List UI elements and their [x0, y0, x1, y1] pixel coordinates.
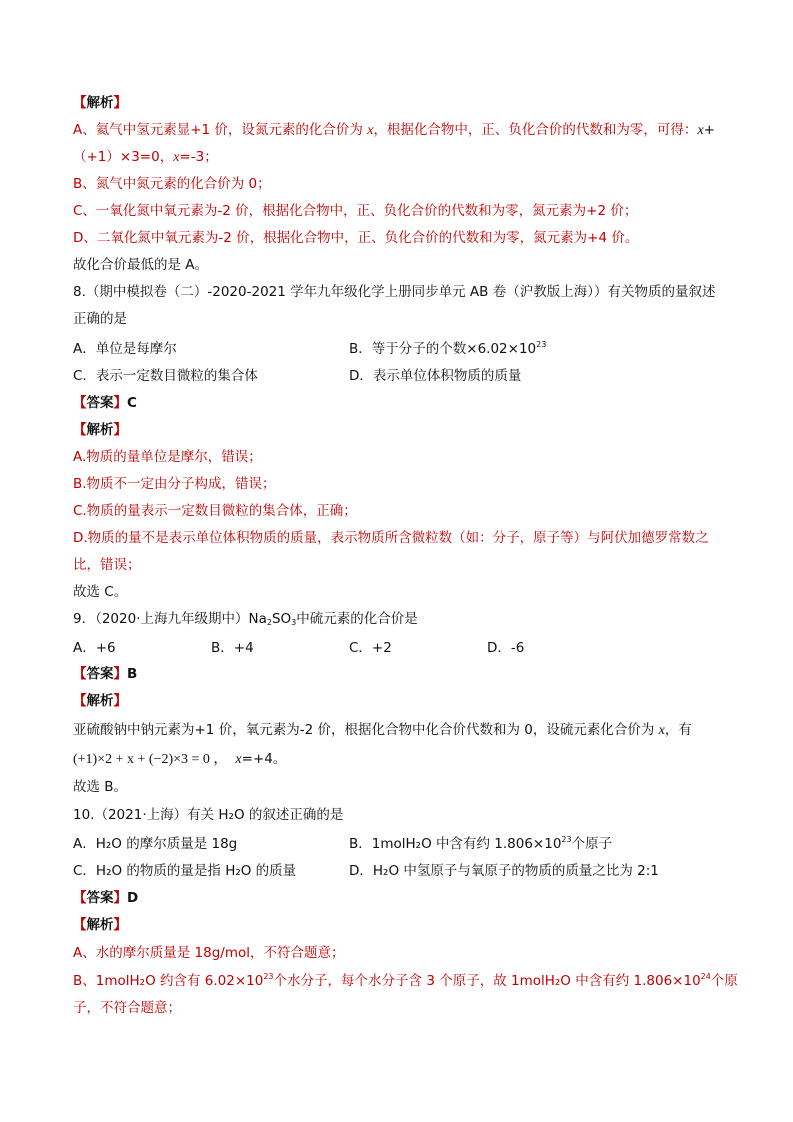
q8-stem-line2: 正确的是	[73, 311, 127, 327]
q9-option-b: B．+4	[211, 640, 254, 656]
q8-option-a: A．单位是每摩尔	[73, 341, 177, 357]
q7-explanation-a-line1: A、氦气中氢元素显+1 价，设氮元素的化合价为 x，根据化合物中，正、负化合价的代数和为零，可得：x+	[73, 122, 715, 138]
q9-explanation-equation: (+1)×2 + x + (−2)×3 = 0 ， x=+4。	[73, 751, 287, 767]
q9-option-c: C．+2	[349, 640, 392, 656]
q8-conclusion: 故选 C。	[73, 584, 128, 600]
q10-answer: 【答案】D	[73, 890, 139, 906]
q9-option-d: D．-6	[487, 640, 525, 656]
q8-explanation-a: A.物质的量单位是摩尔，错误；	[73, 449, 262, 465]
q7-explanation-a-line2: （+1）×3=0，x=-3；	[73, 149, 218, 165]
q10-explanation-b-line1: B、1molH₂O 约含有 $6.02\times 10^{23}$个水分子，每个水分子含 3 个原子，故 1molH₂O 中含有约 $1.806\times 10^{24}$个原	[73, 972, 738, 989]
q8-option-d: D．表示单位体积物质的质量	[349, 368, 522, 384]
q7-explanation-b: B、氮气中氮元素的化合价为 0；	[73, 176, 271, 192]
q10-option-a: A．H₂O 的摩尔质量是 18g	[73, 836, 238, 852]
q8-explanation-b: B.物质不一定由分子构成，错误；	[73, 476, 276, 492]
q10-stem: 10.（2021·上海）有关 H₂O 的叙述正确的是	[73, 807, 344, 823]
q8-option-b: B．等于分子的个数$\times 6.02\times 10^{23}$	[349, 340, 547, 357]
q9-answer: 【答案】B	[73, 666, 138, 682]
q8-option-c: C．表示一定数目微粒的集合体	[73, 368, 258, 384]
q9-stem: 9．（2020·上海九年级期中）$Na_2SO_3$中硫元素的化合价是	[73, 611, 418, 627]
q8-explanation-c: C.物质的量表示一定数目微粒的集合体，正确；	[73, 503, 357, 519]
q10-analysis-label: 【解析】	[73, 917, 127, 933]
analysis-label: 【解析】	[73, 95, 127, 111]
q7-explanation-d: D、二氧化氮中氧元素为-2 价，根据化合物中，正、负化合价的代数和为零，氮元素为+4 价。	[73, 230, 639, 246]
q9-analysis-label: 【解析】	[73, 693, 127, 709]
q9-explanation-line1: 亚硫酸钠中钠元素为+1 价，氧元素为-2 价，根据化合物中化合价代数和为 0，设硫元素化合价为 x，有	[73, 722, 692, 738]
q10-option-b: B．1molH₂O 中含有约 $1.806\times 10^{23}$个原子	[349, 835, 613, 852]
q10-option-d: D．H₂O 中氢原子与氧原子的物质的质量之比为 2:1	[349, 863, 659, 879]
q8-analysis-label: 【解析】	[73, 422, 127, 438]
q8-explanation-d-line2: 比，错误；	[73, 557, 141, 573]
q10-explanation-b-line2: 子，不符合题意；	[73, 1000, 181, 1016]
q7-conclusion: 故化合价最低的是 A。	[73, 257, 209, 273]
q8-stem-line1: 8.（期中模拟卷（二）-2020-2021 学年九年级化学上册同步单元 AB 卷（沪教版上海））有关物质的量叙述	[73, 284, 716, 300]
q8-explanation-d-line1: D.物质的量不是表示单位体积物质的质量，表示物质所含微粒数（如：分子，原子等）与阿伏加德罗常数之	[73, 530, 709, 546]
q7-explanation-c: C、一氧化氮中氧元素为-2 价，根据化合物中，正、负化合价的代数和为零，氮元素为+2 价；	[73, 203, 638, 219]
q8-answer: 【答案】C	[73, 395, 137, 411]
q9-conclusion: 故选 B。	[73, 779, 128, 795]
q9-option-a: A．+6	[73, 640, 116, 656]
q10-option-c: C．H₂O 的物质的量是指 H₂O 的质量	[73, 863, 297, 879]
q10-explanation-a: A、水的摩尔质量是 18g/mol，不符合题意；	[73, 945, 345, 961]
